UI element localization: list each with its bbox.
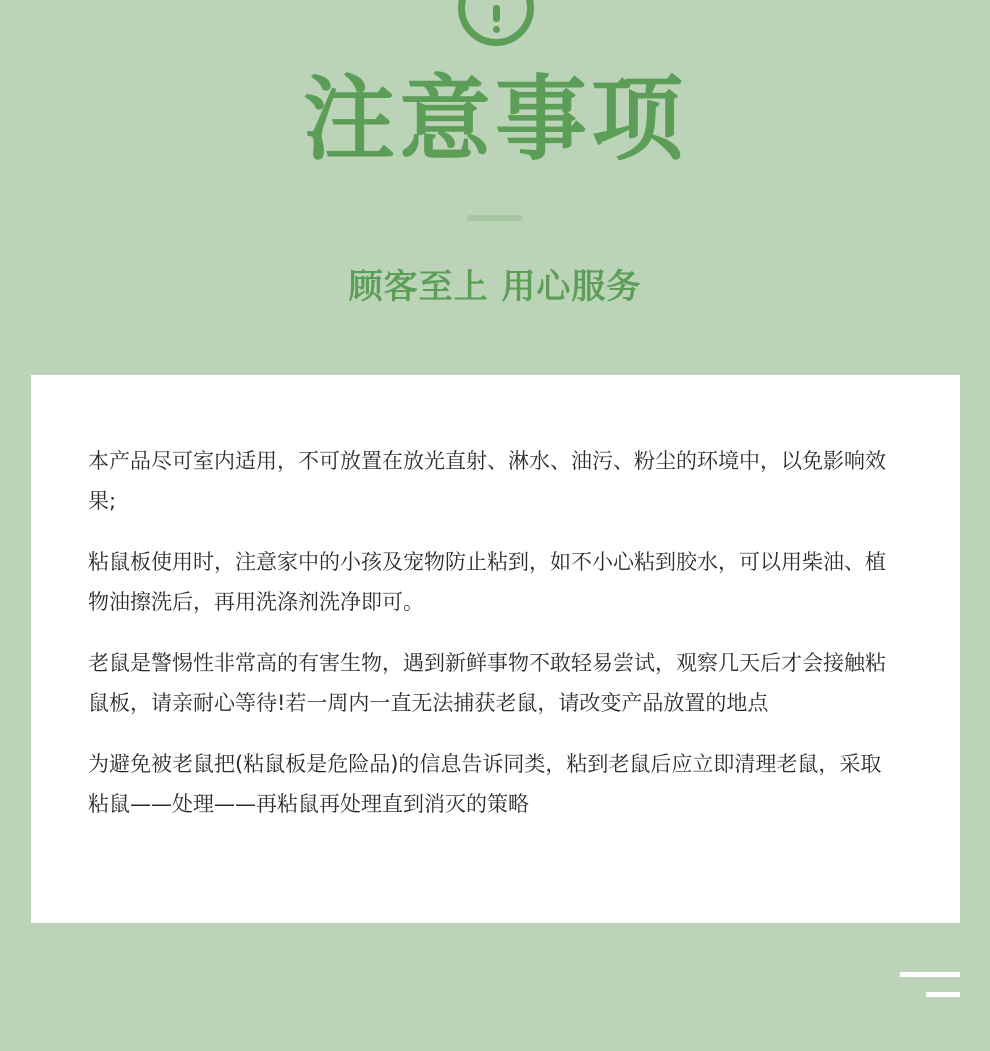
title-divider	[467, 215, 523, 221]
note-paragraph: 老鼠是警惕性非常高的有害生物，遇到新鲜事物不敢轻易尝试，观察几天后才会接触粘鼠板，请亲耐心等待!若一周内一直无法捕获老鼠，请改变产品放置的地点	[88, 651, 886, 715]
exclamation-circle-icon	[458, 0, 534, 46]
exclamation-dot	[493, 26, 500, 33]
notes-list	[88, 441, 888, 845]
note-paragraph: 粘鼠板使用时，注意家中的小孩及宠物防止粘到，如不小心粘到胶水，可以用柴油、植物油擦洗后，再用洗涤剂洗净即可。	[88, 550, 886, 614]
page-title: 注意事项	[302, 66, 687, 173]
decorative-line-long	[900, 972, 960, 977]
note-paragraph: 本产品尽可室内适用，不可放置在放光直射、淋水、油污、粉尘的环境中，以免影响效果;	[88, 449, 886, 513]
exclamation-bar	[493, 5, 500, 22]
decorative-line-short	[926, 992, 960, 997]
decorative-lines	[900, 972, 960, 1002]
page-subtitle: 顾客至上 用心服务	[348, 267, 642, 307]
note-paragraph: 为避免被老鼠把(粘鼠板是危险品)的信息告诉同类，粘到老鼠后应立即清理老鼠，采取粘鼠——处理——再粘鼠再处理直到消灭的策略	[88, 752, 882, 816]
notes-card	[31, 375, 960, 923]
